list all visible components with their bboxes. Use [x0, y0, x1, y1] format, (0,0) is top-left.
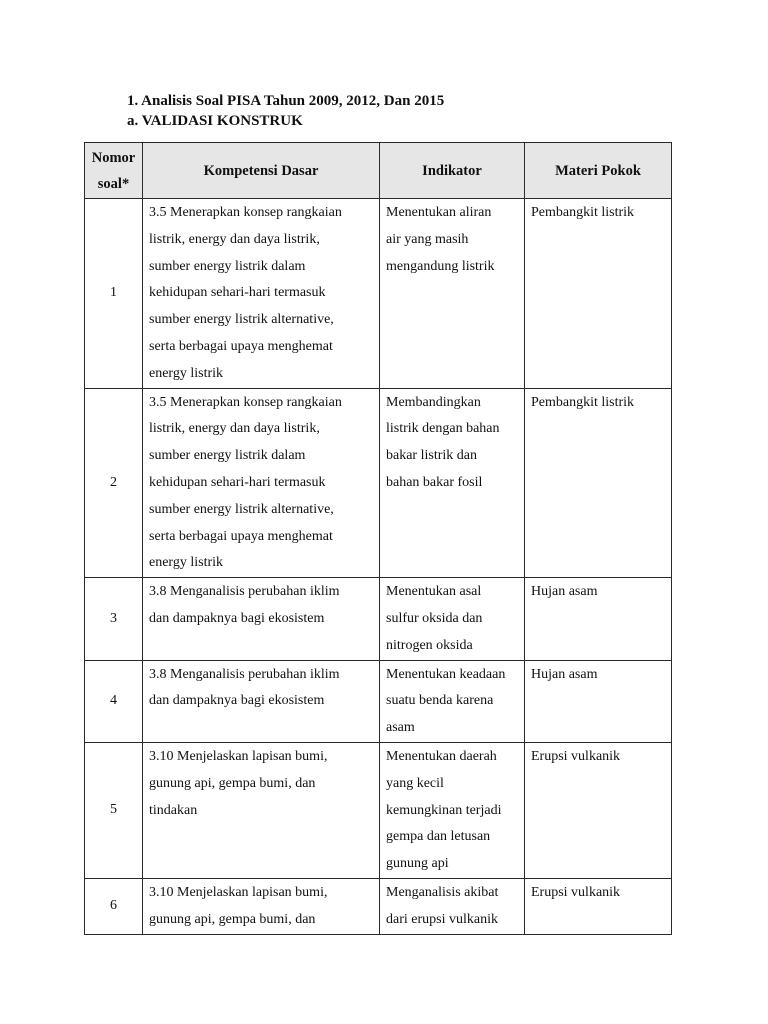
cell-nomor-soal: 6 [85, 878, 143, 934]
cell-indikator-line: air yang masih [386, 231, 469, 247]
cell-kompetensi-dasar-line: energy listrik [149, 365, 224, 381]
cell-indikator-line: sulfur oksida dan [386, 610, 483, 626]
cell-indikator-line: mengandung listrik [386, 258, 495, 274]
cell-indikator [380, 660, 525, 742]
cell-kompetensi-dasar [143, 199, 380, 389]
cell-kompetensi-dasar-line: listrik, energy dan daya listrik, [149, 231, 320, 247]
table-body [85, 199, 672, 935]
cell-indikator-line: Menganalisis akibat [386, 884, 499, 900]
cell-kompetensi-dasar-line: serta berbagai upaya menghemat [149, 528, 333, 544]
cell-indikator-line: Menentukan asal [386, 584, 482, 600]
cell-kompetensi-dasar-line: 3.5 Menerapkan konsep rangkaian [149, 394, 342, 410]
header-nomor-soal [85, 143, 143, 199]
cell-kompetensi-dasar [143, 578, 380, 660]
cell-materi-pokok [525, 388, 672, 578]
section-heading: 1. Analisis Soal PISA Tahun 2009, 2012, Dan 2015 [127, 93, 445, 109]
cell-indikator-line: Menentukan keadaan [386, 666, 506, 682]
header-indikator: Indikator [380, 143, 525, 199]
cell-materi-pokok-text: Hujan asam [531, 666, 598, 682]
cell-indikator-line: gunung api [386, 856, 449, 872]
table-row [85, 878, 672, 934]
cell-indikator-line: kemungkinan terjadi [386, 802, 502, 818]
cell-nomor-soal: 4 [85, 660, 143, 742]
cell-indikator [380, 199, 525, 389]
cell-materi-pokok [525, 578, 672, 660]
table-row [85, 742, 672, 878]
cell-kompetensi-dasar [143, 388, 380, 578]
cell-kompetensi-dasar [143, 742, 380, 878]
cell-indikator-line: asam [386, 720, 415, 736]
table-row [85, 578, 672, 660]
cell-kompetensi-dasar-line: listrik, energy dan daya listrik, [149, 421, 320, 437]
cell-indikator-line: gempa dan letusan [386, 829, 491, 845]
cell-materi-pokok [525, 742, 672, 878]
cell-kompetensi-dasar-line: sumber energy listrik dalam [149, 448, 306, 464]
table-row [85, 199, 672, 389]
header-nomor-line-1: Nomor [91, 149, 136, 166]
cell-materi-pokok [525, 660, 672, 742]
cell-materi-pokok-text: Erupsi vulkanik [531, 748, 621, 764]
cell-materi-pokok-text: Hujan asam [531, 584, 598, 600]
cell-nomor-soal: 1 [85, 199, 143, 389]
table-header-row [85, 143, 672, 199]
header-nomor-line-2: soal* [97, 175, 130, 192]
cell-kompetensi-dasar-line: dan dampaknya bagi ekosistem [149, 693, 325, 709]
cell-kompetensi-dasar-line: serta berbagai upaya menghemat [149, 338, 333, 354]
cell-indikator-line: suatu benda karena [386, 693, 494, 709]
cell-kompetensi-dasar-line: kehidupan sehari-hari termasuk [149, 285, 326, 301]
table-row [85, 388, 672, 578]
cell-kompetensi-dasar-line: sumber energy listrik alternative, [149, 501, 334, 517]
cell-nomor-soal: 3 [85, 578, 143, 660]
cell-indikator [380, 878, 525, 934]
cell-indikator [380, 742, 525, 878]
cell-nomor-soal: 5 [85, 742, 143, 878]
cell-kompetensi-dasar-line: tindakan [149, 802, 198, 818]
cell-indikator-line: nitrogen oksida [386, 637, 473, 653]
cell-nomor-soal: 2 [85, 388, 143, 578]
cell-materi-pokok-text: Pembangkit listrik [531, 205, 635, 220]
cell-materi-pokok-text: Pembangkit listrik [531, 394, 635, 410]
cell-kompetensi-dasar-line: 3.8 Menganalisis perubahan iklim [149, 666, 340, 682]
table-row [85, 660, 672, 742]
cell-kompetensi-dasar-line: 3.5 Menerapkan konsep rangkaian [149, 205, 342, 220]
cell-kompetensi-dasar-line: gunung api, gempa bumi, dan [149, 911, 316, 927]
cell-materi-pokok [525, 878, 672, 934]
cell-materi-pokok [525, 199, 672, 389]
cell-kompetensi-dasar [143, 660, 380, 742]
cell-kompetensi-dasar-line: sumber energy listrik alternative, [149, 312, 334, 328]
cell-indikator-line: yang kecil [386, 775, 444, 791]
cell-kompetensi-dasar-line: energy listrik [149, 555, 224, 571]
cell-indikator-line: bahan bakar fosil [386, 474, 483, 490]
cell-kompetensi-dasar-line: 3.10 Menjelaskan lapisan bumi, [149, 748, 328, 764]
cell-indikator-line: bakar listrik dan [386, 448, 477, 464]
cell-kompetensi-dasar-line: 3.10 Menjelaskan lapisan bumi, [149, 884, 328, 900]
cell-indikator-line: listrik dengan bahan [386, 421, 500, 437]
cell-materi-pokok-text: Erupsi vulkanik [531, 884, 621, 900]
cell-kompetensi-dasar-line: sumber energy listrik dalam [149, 258, 306, 274]
cell-kompetensi-dasar [143, 878, 380, 934]
cell-indikator-line: Membandingkan [386, 394, 481, 410]
cell-indikator-line: Menentukan aliran [386, 205, 492, 220]
header-kompetensi-dasar: Kompetensi Dasar [143, 143, 380, 199]
cell-indikator-line: dari erupsi vulkanik [386, 911, 498, 927]
header-materi-pokok: Materi Pokok [525, 143, 672, 199]
cell-kompetensi-dasar-line: 3.8 Menganalisis perubahan iklim [149, 584, 340, 600]
cell-indikator [380, 578, 525, 660]
cell-kompetensi-dasar-line: dan dampaknya bagi ekosistem [149, 610, 325, 626]
subsection-heading: a. VALIDASI KONSTRUK [127, 113, 303, 129]
cell-kompetensi-dasar-line: kehidupan sehari-hari termasuk [149, 474, 326, 490]
cell-indikator [380, 388, 525, 578]
construct-validation-table [84, 142, 672, 935]
cell-indikator-line: Menentukan daerah [386, 748, 497, 764]
cell-kompetensi-dasar-line: gunung api, gempa bumi, dan [149, 775, 316, 791]
